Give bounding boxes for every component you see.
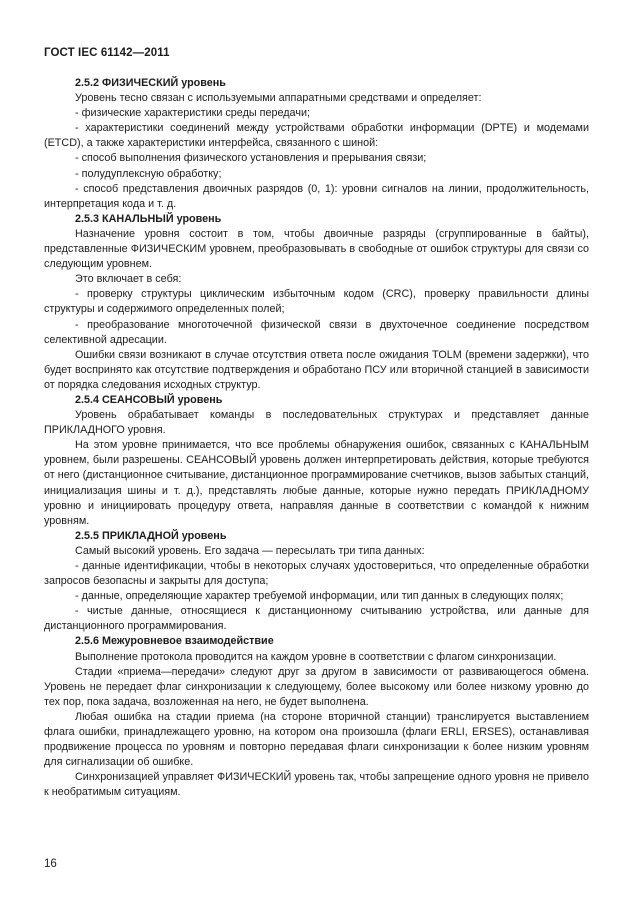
list-item: - характеристики соединений между устройствами обработки информации (DPTE) и модемами (ETCD), а также характеристики интерфейса, связанного с шиной: [44, 122, 589, 150]
list-item: - проверку структуры циклическим избыточным кодом (CRC), проверку правильности длины структуры и содержимого определенных полей; [44, 288, 589, 316]
section-heading: 2.5.6 Межуровневое взаимодействие [75, 635, 274, 648]
list-item: - данные, определяющие характер требуемой информации, или тип данных в следующих полях; [75, 590, 564, 603]
list-item: - физические характеристики среды передачи; [75, 107, 310, 120]
section-heading: 2.5.2 ФИЗИЧЕСКИЙ уровень [75, 77, 226, 89]
paragraph: Назначение уровня состоит в том, чтобы двоичные разряды (сгруппированные в байты), представленные ФИЗИЧЕСКИМ уровнем, преобразовывать в свободные от ошибок структуры для связи со следующим уровнем. [44, 227, 589, 271]
paragraph: Ошибки связи возникают в случае отсутствия ответа после ожидания TOLM (времени задержки), что будет воспринято как отсутствие подтверждения и обработано ПСУ или вторичной станцией в зависимости от порядка следования исходных структур. [44, 348, 590, 391]
paragraph: Стадии «приема—передачи» следуют друг за другом в зависимости от развивающегося обмена. Уровень не передает флаг синхронизации к следующему, более высокому или более низкому уровню до тех пор, пока задача, возложенная на него, не будет выполнена. [44, 665, 589, 708]
list-item: - чистые данные, относящиеся к дистанционному считыванию устройства, или данные для дистанционного программирования. [44, 605, 589, 633]
list-item: - данные идентификации, чтобы в некоторых случаях удостовериться, что определенные обработки запросов безопасны и закрыты для доступа; [44, 560, 589, 588]
document-body [44, 76, 589, 801]
paragraph: Выполнение протокола проводится на каждом уровне в соответствии с флагом синхронизации. [75, 650, 557, 663]
list-item: - способ выполнения физического установления и прерывания связи; [75, 152, 427, 165]
list-item: - преобразование многоточечной физической связи в двухточечное соединение посредством селективной адресации. [44, 318, 589, 346]
list-item: - способ представления двоичных разрядов (0, 1): уровни сигналов на линии, продолжительность, интерпретация кода и т. д. [44, 182, 589, 210]
section-heading: 2.5.4 СЕАНСОВЫЙ уровень [75, 393, 223, 406]
section-heading: 2.5.5 ПРИКЛАДНОЙ уровень [75, 529, 227, 542]
paragraph: Любая ошибка на стадии приема (на стороне вторичной станции) транслируется выставлением флага ошибки, принадлежащего уровню, на котором она произошла (флаги ERLI, ERSES), останавливая продвижение процесса по уровням и повторно передавая флаги синхронизации к более низким уровням для сигнализации об ошибке. [44, 710, 589, 769]
paragraph: Уровень обрабатывает команды в последовательных структурах и представляет данные ПРИКЛАДНОГО уровня. [44, 409, 589, 437]
paragraph: Самый высокий уровень. Его задача — пересылать три типа данных: [75, 544, 425, 557]
paragraph: Синхронизацией управляет ФИЗИЧЕСКИЙ уровень так, чтобы запрещение одного уровня не привело к необратимым ситуациям. [44, 771, 589, 799]
paragraph: Уровень тесно связан с используемыми аппаратными средствами и определяет: [75, 92, 482, 105]
document-header: ГОСТ IEC 61142—2011 [44, 47, 170, 59]
paragraph: Это включает в себя: [75, 273, 182, 286]
section-heading: 2.5.3 КАНАЛЬНЫЙ уровень [75, 212, 222, 225]
page-number: 16 [44, 858, 57, 870]
list-item: - полудуплексную обработку; [75, 167, 222, 180]
paragraph: На этом уровне принимается, что все проблемы обнаружения ошибок, связанных с КАНАЛЬНЫМ уровнем, были разрешены. СЕАНСОВЫЙ уровень должен интерпретировать действия, которые требуются от него (дистанционное считывание, дистанционное программирование счетчиков, вызов забытых станций, инициализация шины и т. д.), представлять любые данные, которые нужно передать ПРИКЛАДНОМУ уровню и инициировать процедуру ответа, направляя данные в соответствии с командой к нижним уровням. [44, 439, 589, 527]
